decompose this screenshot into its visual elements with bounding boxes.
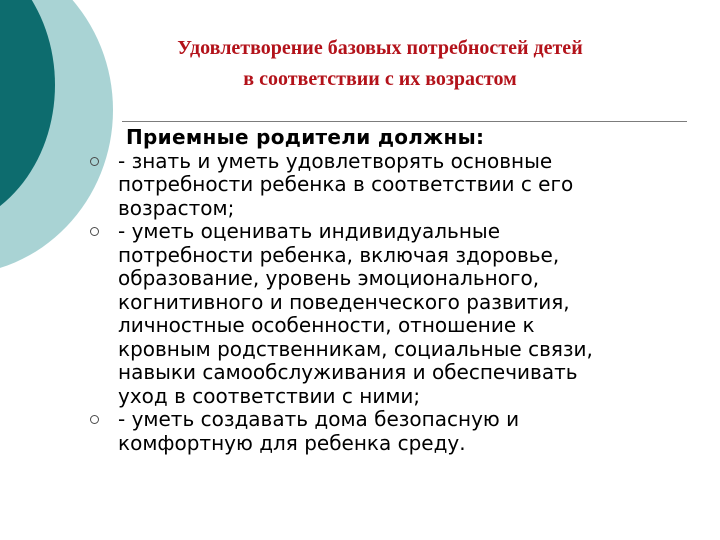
bullet-line: личностные особенности, отношение к [118, 313, 535, 337]
bullet-text [118, 150, 710, 221]
hollow-circle-bullet-icon [90, 227, 99, 236]
title-line: в соответствии с их возрастом [243, 68, 517, 90]
bullet-line: возрастом; [118, 195, 235, 220]
slide-body [90, 126, 710, 455]
bullet-item [90, 220, 710, 408]
bullet-text [118, 220, 710, 408]
slide-title [60, 33, 700, 95]
bullet-line: потребности ребенка в соответствии с его [118, 172, 574, 196]
bullet-item [90, 150, 710, 221]
title-line: Удовлетворение базовых потребностей детей [177, 37, 583, 59]
hollow-circle-bullet-icon [90, 415, 99, 424]
bullet-line: когнитивного и поведенческого развития, [118, 289, 570, 314]
bullet-item [90, 408, 710, 455]
bullet-line: потребности ребенка, включая здоровье, [118, 242, 560, 267]
bullet-line: комфортную для ребенка среду. [118, 430, 466, 455]
bullet-line: - уметь создавать дома безопасную и [118, 407, 520, 431]
bullet-line: - уметь оценивать индивидуальные [118, 219, 501, 243]
bullet-line: образование, уровень эмоционального, [118, 266, 540, 290]
bullet-text [118, 408, 710, 455]
title-divider [122, 121, 687, 122]
bullet-line: уход в соответствии с ними; [118, 383, 421, 408]
bullet-line: кровным родственникам, социальные связи, [118, 336, 593, 361]
intro-text: Приемные родители должны: [126, 125, 485, 149]
bullet-line: - знать и уметь удовлетворять основные [118, 148, 553, 173]
bullet-line: навыки самообслуживания и обеспечивать [118, 360, 578, 384]
hollow-circle-bullet-icon [90, 157, 99, 166]
